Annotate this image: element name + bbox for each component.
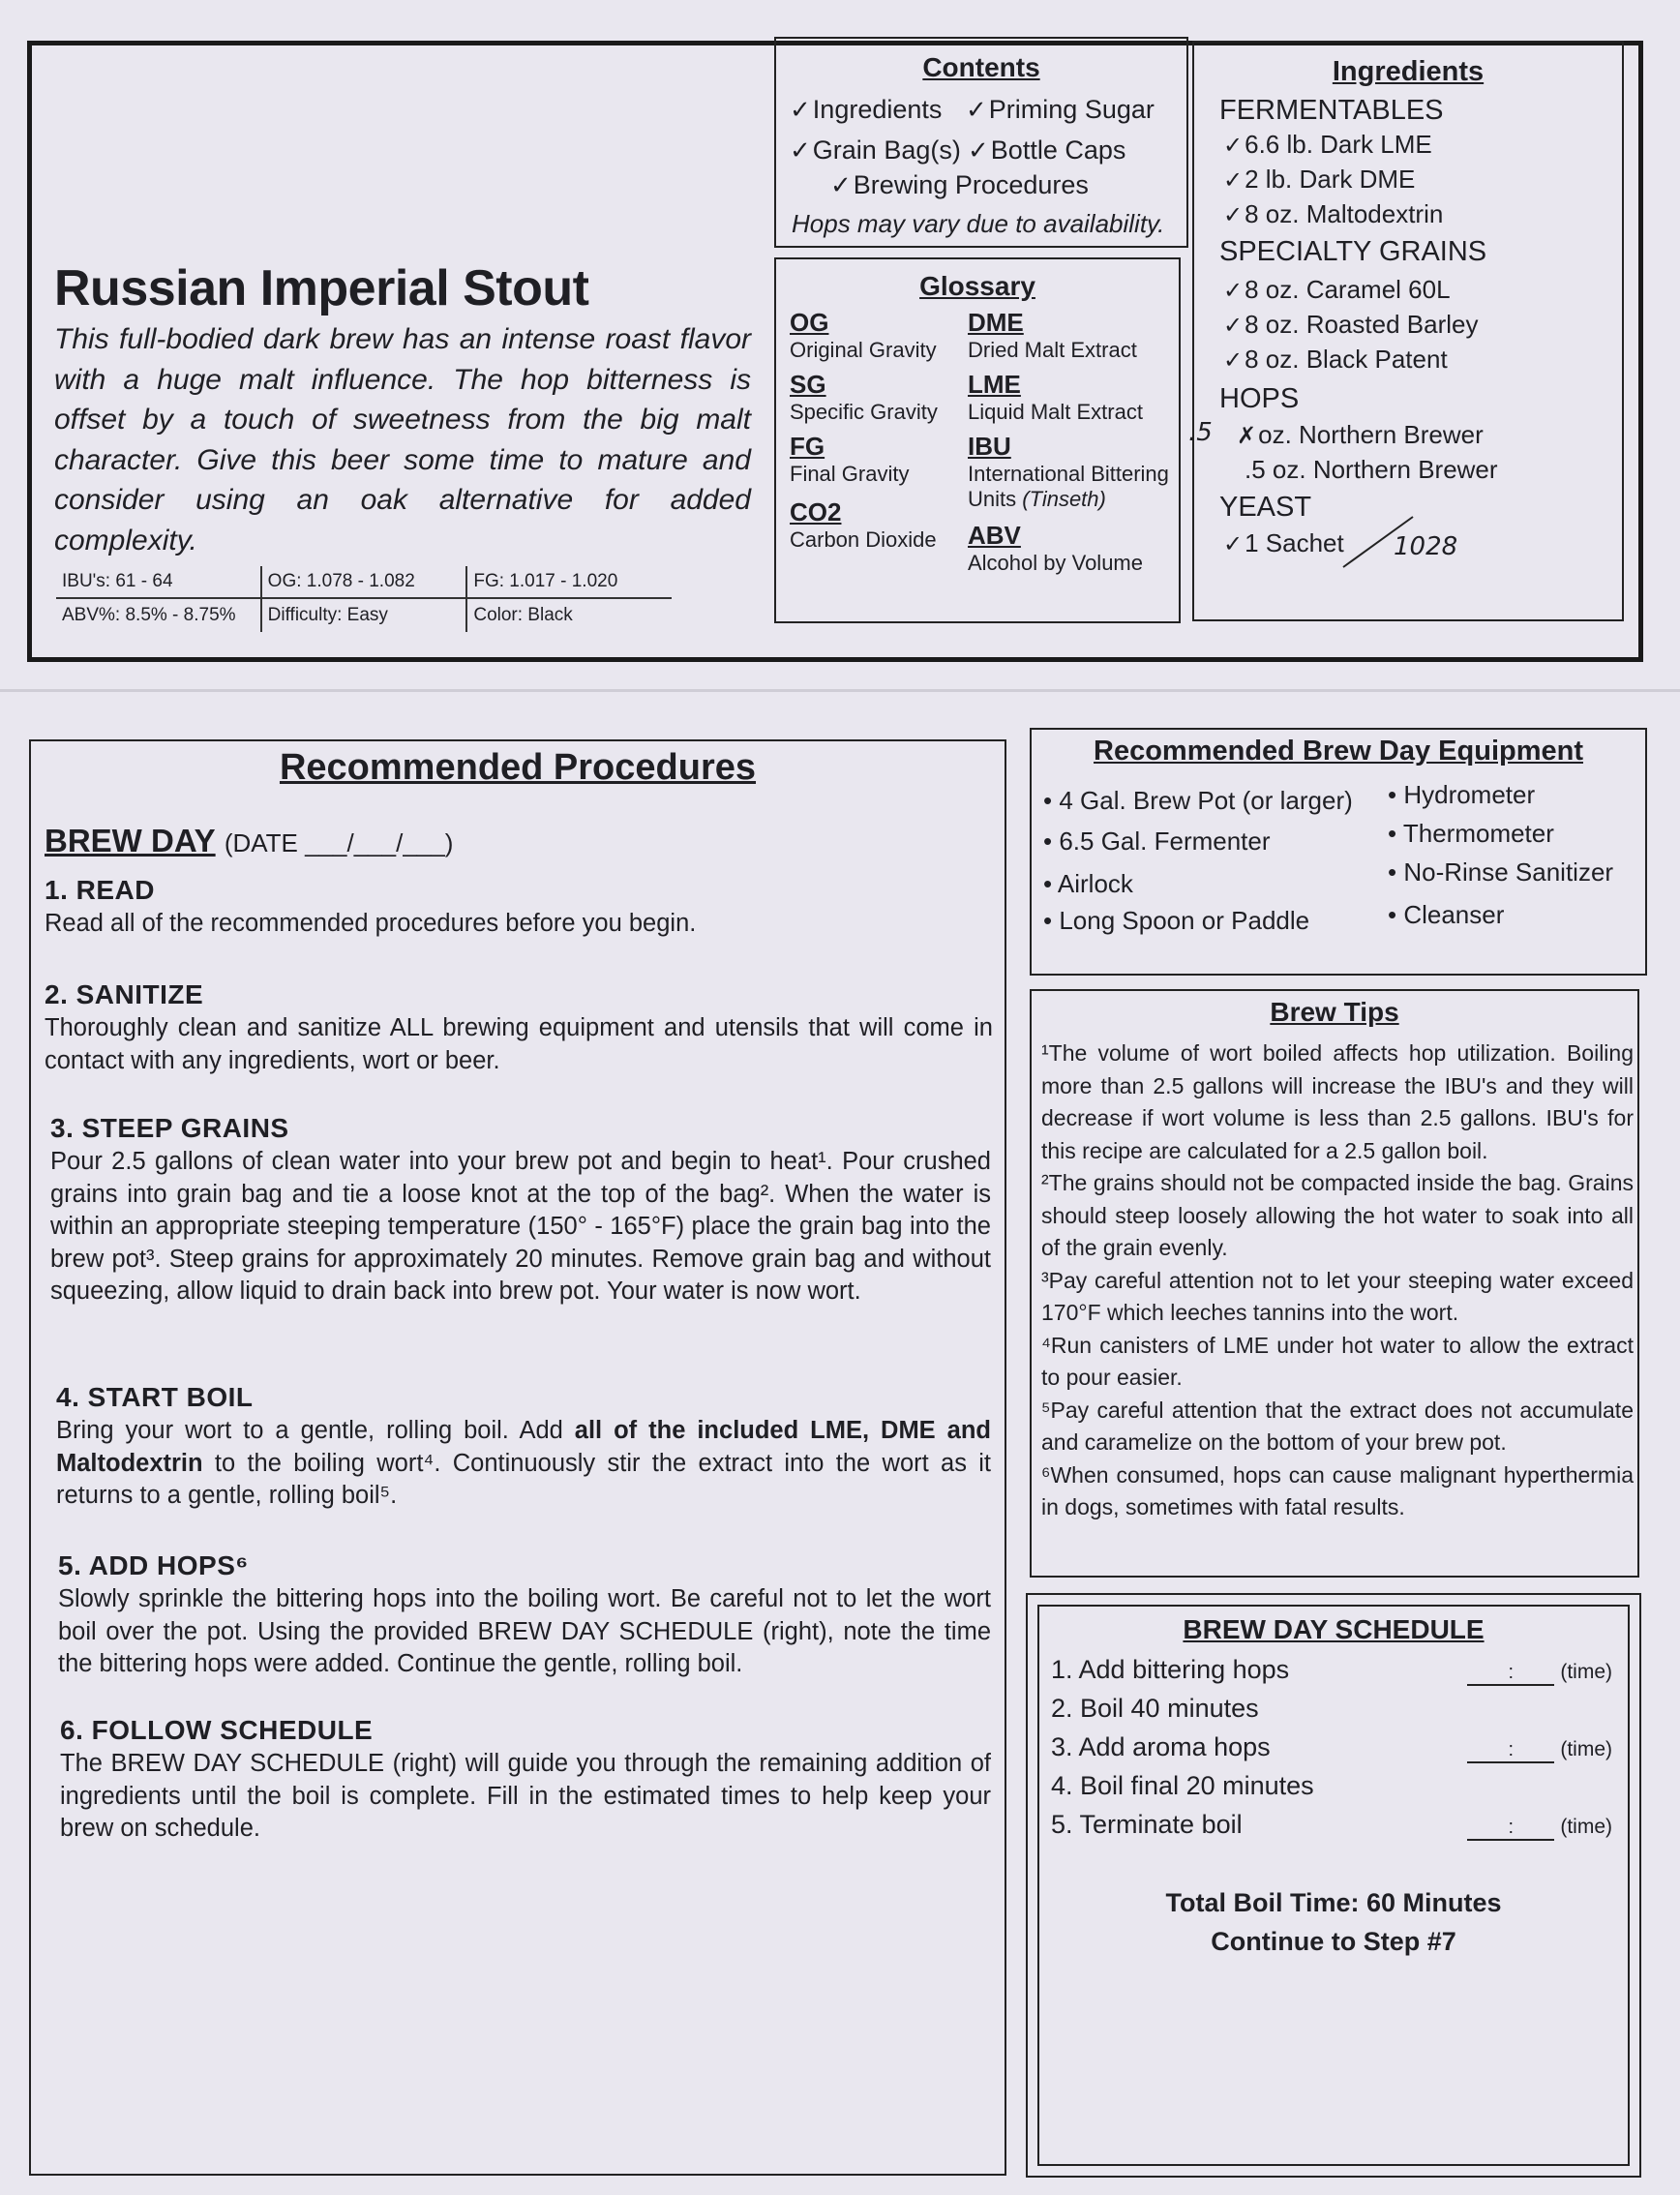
equipment-item: • Long Spoon or Paddle (1043, 906, 1310, 935)
schedule-row: 5. Terminate boil : (time) (1051, 1810, 1612, 1839)
ingredient-item: ✓8 oz. Maltodextrin (1223, 199, 1444, 228)
hops-heading: HOPS (1219, 383, 1300, 414)
glossary-entry: IBU International Bittering Units (Tinseth) (968, 432, 1169, 511)
stat-difficulty: Difficulty: Easy (260, 599, 466, 632)
time-input[interactable]: : (1467, 1739, 1554, 1763)
contents-item: ✓Ingredients (790, 95, 943, 124)
ingredient-item: ✓8 oz. Caramel 60L (1223, 275, 1451, 304)
ingredient-item: ✓6.6 lb. Dark LME (1223, 130, 1432, 159)
brew-tip: ⁴Run canisters of LME under hot water to allow the extract to pour easier. (1041, 1332, 1634, 1390)
brew-day-line (45, 823, 453, 859)
procedures-heading: Recommended Procedures (279, 747, 757, 788)
brew-tips-list (1041, 1037, 1634, 1524)
checkmark-icon: ✗ (1237, 423, 1257, 449)
glossary-entry: ABV Alcohol by Volume (968, 521, 1143, 575)
ingredient-item: ✓2 lb. Dark DME (1223, 165, 1416, 194)
total-boil-time: Total Boil Time: 60 Minutes (1165, 1888, 1502, 1917)
glossary-entry: FG Final Gravity (790, 432, 910, 486)
ingredients-box (1188, 41, 1624, 621)
checkmark-icon: ✓ (830, 170, 852, 199)
stat-fg: FG: 1.017 - 1.020 (465, 566, 672, 597)
equipment-item: • 4 Gal. Brew Pot (or larger) (1043, 786, 1353, 815)
equipment-item: • Airlock (1043, 869, 1133, 898)
checkmark-icon: ✓ (1223, 133, 1244, 159)
checkmark-icon: ✓ (1223, 167, 1244, 194)
stat-color: Color: Black (465, 599, 672, 632)
ingredient-item: ✓8 oz. Black Patent (1223, 345, 1448, 374)
equipment-item: • Cleanser (1388, 900, 1505, 929)
procedure-step: 1. READ Read all of the recommended procedures before you begin. (45, 875, 697, 937)
glossary-entry: SG Specific Gravity (790, 370, 938, 424)
handwritten-hops-amount: .5 (1188, 418, 1213, 447)
contents-heading: Contents (922, 52, 1040, 82)
glossary-entry: CO2 Carbon Dioxide (790, 497, 937, 552)
schedule-row: 4. Boil final 20 minutes (1051, 1771, 1314, 1800)
glossary-box (774, 257, 1181, 623)
brew-tip: ¹The volume of wort boiled affects hop utilization. Boiling more than 2.5 gallons will increase the IBU's and they will decrease if wort volume is less than 2.5 gallons. IBU's for this recipe are calculated for a 2.5 gallon boil. (1041, 1040, 1634, 1163)
equipment-item: • 6.5 Gal. Fermenter (1043, 827, 1271, 856)
schedule-row: 2. Boil 40 minutes (1051, 1694, 1259, 1723)
checkmark-icon: ✓ (968, 135, 989, 165)
contents-note: Hops may vary due to availability. (792, 209, 1165, 238)
ingredients-heading: Ingredients (1332, 56, 1485, 87)
schedule-row: 3. Add aroma hops : (time) (1051, 1732, 1612, 1761)
checkmark-icon: ✓ (1223, 202, 1244, 228)
time-input[interactable]: : (1467, 1662, 1554, 1686)
fermentables-heading: FERMENTABLES (1219, 95, 1444, 126)
brew-tip: ⁶When consumed, hops can cause malignant hyperthermia in dogs, sometimes with fatal results. (1041, 1461, 1634, 1519)
checkmark-icon: ✓ (1223, 347, 1244, 374)
contents-item: ✓Bottle Caps (968, 135, 1126, 165)
brew-tip: ⁵Pay careful attention that the extract does not accumulate and caramelize on the bottom of your brew pot. (1041, 1397, 1634, 1455)
contents-item: ✓Brewing Procedures (830, 170, 1089, 199)
brew-tip: ³Pay careful attention not to let your steeping water exceed 170°F which leeches tannins into the wort. (1041, 1267, 1634, 1325)
checkmark-icon: ✓ (790, 135, 811, 165)
yeast-heading: YEAST (1219, 492, 1312, 523)
glossary-entry: LME Liquid Malt Extract (968, 370, 1143, 424)
checkmark-icon: ✓ (966, 95, 987, 124)
equipment-item: • Thermometer (1388, 819, 1554, 848)
procedure-step: 2. SANITIZE Thoroughly clean and sanitize ALL brewing equipment and utensils that will come in contact with any ingredients, wort or beer. (45, 979, 993, 1074)
recipe-title: Russian Imperial Stout (54, 260, 589, 316)
procedure-step: 6. FOLLOW SCHEDULE The BREW DAY SCHEDULE (right) will guide you through the remaining addition of ingredients until the boil is complete. Fill in the estimated times to help keep your brew on schedule. (60, 1715, 991, 1842)
handwritten-yeast-strain: 1028 (1394, 532, 1458, 561)
checkmark-icon: ✓ (1223, 278, 1244, 304)
stat-og: OG: 1.078 - 1.082 (260, 566, 466, 597)
equipment-item: • Hydrometer (1388, 780, 1536, 809)
stat-abv: ABV%: 8.5% - 8.75% (62, 605, 236, 625)
contents-item: ✓Grain Bag(s) (790, 135, 961, 165)
contents-item: ✓Priming Sugar (966, 95, 1155, 124)
checkmark-icon: ✓ (790, 95, 811, 124)
contents-box (774, 37, 1188, 248)
glossary-entry: DME Dried Malt Extract (968, 308, 1137, 362)
ingredient-item: ✓1 Sachet (1223, 528, 1344, 557)
equipment-heading: Recommended Brew Day Equipment (1094, 736, 1583, 767)
fold-line (0, 689, 1680, 692)
ingredient-item: .5 oz. Northern Brewer (1245, 455, 1498, 484)
procedure-step: 3. STEEP GRAINS Pour 2.5 gallons of clean water into your brew pot and begin to heat¹. Pour crushed grains into grain bag and tie a loose knot at the top of the bag². When the water is within an appropriate steeping temperature (150° - 165°F) place the grain bag into the brew pot³. Steep grains for approximately 20 minutes. Remove grain bag and without squeezing, allow liquid to drain back into brew pot. Your water is now wort. (50, 1113, 991, 1305)
continue-step: Continue to Step #7 (1211, 1927, 1456, 1956)
recipe-stats-table (56, 566, 672, 632)
time-input[interactable]: : (1467, 1817, 1554, 1841)
brew-tips-heading: Brew Tips (1270, 997, 1399, 1027)
procedure-step: 4. START BOIL Bring your wort to a gentle, rolling boil. Add all of the included LME, DME and Maltodextrin to the boiling wort⁴. Continuously stir the extract into the wort as it returns to a gentle, rolling boil⁵. (56, 1382, 991, 1509)
procedure-step: 5. ADD HOPS⁶ Slowly sprinkle the bittering hops into the boiling wort. Be careful not to let the wort boil over the pot. Using the provided BREW DAY SCHEDULE (right), note the time the bittering hops were added. Continue the gentle, rolling boil. (58, 1550, 991, 1677)
brew-tip: ²The grains should not be compacted inside the bag. Grains should steep loosely allowing the hot water to soak into all of the grain evenly. (1041, 1170, 1634, 1260)
schedule-row: 1. Add bittering hops : (time) (1051, 1655, 1612, 1684)
equipment-item: • No-Rinse Sanitizer (1388, 857, 1614, 887)
stat-ibu: IBU's: 61 - 64 (62, 571, 173, 591)
checkmark-icon: ✓ (1223, 531, 1244, 557)
glossary-heading: Glossary (919, 271, 1035, 301)
ingredient-item: ✗oz. Northern Brewer (1237, 420, 1484, 449)
ingredient-item: ✓8 oz. Roasted Barley (1223, 310, 1479, 339)
checkmark-icon: ✓ (1223, 313, 1244, 339)
recipe-description: This full-bodied dark brew has an intense roast flavor with a huge malt influence. The hop bitterness is offset by a touch of sweetness from the big malt character. Give this beer some time to mature and consider using an oak alternative for added complexity. (54, 323, 751, 556)
schedule-total (1037, 1883, 1630, 1961)
brew-day-label: BREW DAY (45, 823, 216, 858)
glossary-entry: OG Original Gravity (790, 308, 937, 362)
specialty-grains-heading: SPECIALTY GRAINS (1219, 236, 1487, 267)
schedule-heading: BREW DAY SCHEDULE (1183, 1614, 1485, 1644)
brew-day-date-field[interactable]: (DATE ___/___/___) (224, 828, 454, 857)
